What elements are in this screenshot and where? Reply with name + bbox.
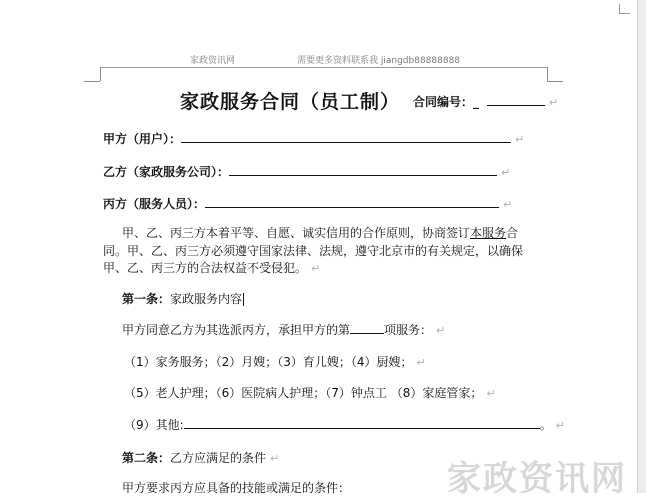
services-other-blank[interactable]	[184, 418, 540, 429]
paragraph-mark: ↵	[436, 324, 446, 337]
party-b-label: 乙方（家政服务公司）：	[103, 165, 230, 179]
intro-line-1-end: 合	[506, 226, 519, 240]
service-count-blank[interactable]	[350, 323, 384, 334]
intro-line-2[interactable]: 同。甲、乙、丙三方必须遵守国家法律、法规，遵守北京市的有关规定，以确保	[103, 244, 524, 258]
intro-underlined-text: 本服务	[470, 226, 507, 240]
header-left-text: 家政资讯网	[190, 56, 236, 66]
header-divider	[100, 67, 548, 68]
article-2-label: 第二条：	[122, 451, 171, 465]
article-1-text-b: 项服务：	[384, 323, 433, 337]
party-b-field[interactable]	[103, 163, 510, 180]
window-edge	[637, 0, 646, 493]
margin-corner-left-h	[84, 81, 100, 82]
contract-number-prefix: _	[473, 95, 480, 109]
margin-corner-left	[100, 67, 101, 81]
page-corner-mark	[619, 4, 630, 14]
article-2-title: 乙方应满足的条件	[170, 451, 267, 465]
services-other-end: 。	[539, 418, 552, 432]
intro-line-3-text: 甲、乙、丙三方的合法权益不受侵犯。	[103, 261, 308, 275]
intro-line-1[interactable]	[122, 224, 518, 242]
party-a-label: 甲方（用户）：	[103, 132, 182, 146]
article-1-title: 家政服务内容	[170, 292, 243, 306]
services-row-2-text: （5）老人护理；（6）医院病人护理；（7）钟点工 （8）家庭管家；	[124, 386, 483, 400]
services-other[interactable]	[124, 416, 565, 435]
header-right-text: 需要更多资料联系我 jiangdb88888888	[297, 56, 461, 66]
contract-number[interactable]	[413, 93, 558, 110]
party-a-blank[interactable]	[181, 132, 511, 143]
margin-corner-right	[547, 67, 548, 81]
party-c-label: 丙方（服务人员）：	[103, 197, 206, 211]
paragraph-mark: ↵	[555, 419, 565, 432]
paragraph-mark: ↵	[503, 198, 513, 211]
paragraph-mark: ↵	[549, 96, 559, 109]
document-title[interactable]: 家政服务合同（员工制）	[180, 91, 401, 113]
article-2-text[interactable]: 甲方要求丙方应具备的技能或满足的条件：	[122, 481, 351, 495]
paragraph-mark: ↵	[416, 356, 426, 369]
services-row-2[interactable]	[124, 384, 496, 403]
contract-number-blank[interactable]	[487, 95, 545, 106]
party-c-blank[interactable]	[205, 197, 499, 208]
paragraph-mark: ↵	[270, 452, 280, 465]
party-a-field[interactable]	[103, 130, 524, 147]
article-1-heading[interactable]	[122, 290, 244, 308]
intro-line-1-text: 甲、乙、丙三方本着平等、自愿、诚实信用的合作原则，协商签订	[122, 226, 471, 240]
services-row-1[interactable]	[124, 353, 426, 372]
intro-line-3[interactable]	[103, 259, 320, 278]
text-cursor	[243, 293, 244, 306]
site-watermark: 家政资讯网	[447, 459, 627, 499]
services-other-label: （9）其他:	[124, 418, 184, 432]
party-b-blank[interactable]	[229, 165, 497, 176]
article-2-heading[interactable]	[122, 449, 279, 468]
article-1-text[interactable]	[122, 321, 445, 340]
paragraph-mark: ↵	[501, 166, 511, 179]
paragraph-mark: ↵	[486, 387, 496, 400]
party-c-field[interactable]	[103, 195, 512, 212]
paragraph-mark: ↵	[515, 133, 525, 146]
margin-corner-right-h	[547, 81, 563, 82]
paragraph-mark: ↵	[311, 262, 321, 275]
contract-number-label: 合同编号：	[413, 95, 474, 109]
article-1-text-a: 甲方同意乙方为其选派丙方，承担甲方的第	[122, 323, 351, 337]
article-1-label: 第一条：	[122, 292, 171, 306]
services-row-1-text: （1）家务服务；（2）月嫂；（3）育儿嫂；（4）厨嫂；	[124, 355, 413, 369]
